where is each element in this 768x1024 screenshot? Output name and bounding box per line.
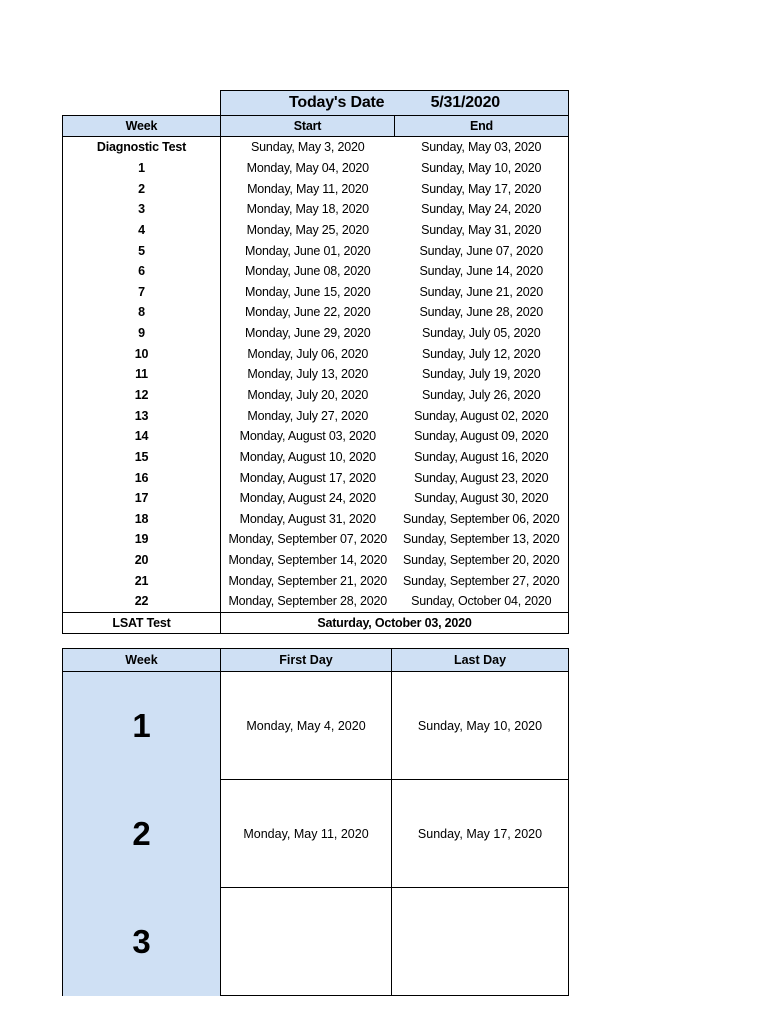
table-row bbox=[63, 550, 569, 571]
table-row bbox=[63, 240, 569, 261]
todays-date-cell[interactable] bbox=[221, 91, 569, 116]
week-cell[interactable]: 8 bbox=[63, 302, 221, 323]
start-date-cell[interactable]: Monday, August 24, 2020 bbox=[221, 488, 395, 509]
end-date-cell[interactable]: Sunday, July 26, 2020 bbox=[395, 385, 569, 406]
table-row bbox=[63, 385, 569, 406]
table-row bbox=[63, 447, 569, 468]
start-date-cell[interactable]: Monday, August 17, 2020 bbox=[221, 467, 395, 488]
start-date-cell[interactable]: Monday, June 29, 2020 bbox=[221, 323, 395, 344]
end-date-cell[interactable]: Sunday, September 20, 2020 bbox=[395, 550, 569, 571]
end-date-cell[interactable]: Sunday, September 13, 2020 bbox=[395, 529, 569, 550]
week-cell[interactable]: 13 bbox=[63, 405, 221, 426]
start-date-cell[interactable]: Monday, September 21, 2020 bbox=[221, 570, 395, 591]
end-date-cell[interactable]: Sunday, August 23, 2020 bbox=[395, 467, 569, 488]
table-row bbox=[63, 529, 569, 550]
last-day-cell[interactable]: Sunday, May 17, 2020 bbox=[392, 780, 569, 888]
week-cell[interactable]: 21 bbox=[63, 570, 221, 591]
start-date-cell[interactable]: Monday, September 28, 2020 bbox=[221, 591, 395, 612]
todays-date-row bbox=[63, 91, 569, 116]
schedule-table bbox=[62, 90, 569, 634]
end-date-cell[interactable]: Sunday, June 21, 2020 bbox=[395, 281, 569, 302]
start-date-cell[interactable]: Sunday, May 3, 2020 bbox=[221, 137, 395, 158]
start-date-cell[interactable]: Monday, August 03, 2020 bbox=[221, 426, 395, 447]
table-row bbox=[63, 488, 569, 509]
table-row bbox=[63, 426, 569, 447]
end-date-cell[interactable]: Sunday, July 05, 2020 bbox=[395, 323, 569, 344]
end-date-cell[interactable]: Sunday, June 07, 2020 bbox=[395, 240, 569, 261]
week-cell[interactable]: 2 bbox=[63, 178, 221, 199]
end-date-cell[interactable]: Sunday, May 10, 2020 bbox=[395, 158, 569, 179]
end-date-cell[interactable]: Sunday, June 28, 2020 bbox=[395, 302, 569, 323]
week-number-cell[interactable]: 3 bbox=[63, 888, 221, 996]
weekly-header-row bbox=[63, 649, 569, 672]
table-row bbox=[63, 672, 569, 780]
table-row bbox=[63, 137, 569, 158]
schedule-header-row bbox=[63, 116, 569, 137]
week-cell[interactable]: 22 bbox=[63, 591, 221, 612]
table-row bbox=[63, 405, 569, 426]
week-cell[interactable]: Diagnostic Test bbox=[63, 137, 221, 158]
week-cell[interactable]: 12 bbox=[63, 385, 221, 406]
week-cell[interactable]: 9 bbox=[63, 323, 221, 344]
schedule-body bbox=[63, 137, 569, 613]
week-cell[interactable]: 5 bbox=[63, 240, 221, 261]
week-cell[interactable]: 17 bbox=[63, 488, 221, 509]
table-row bbox=[63, 199, 569, 220]
lsat-test-label[interactable]: LSAT Test bbox=[63, 612, 221, 633]
table-row bbox=[63, 220, 569, 241]
start-date-cell[interactable]: Monday, June 15, 2020 bbox=[221, 281, 395, 302]
table-row bbox=[63, 591, 569, 612]
first-day-cell[interactable]: Monday, May 4, 2020 bbox=[221, 672, 392, 780]
lsat-test-date[interactable]: Saturday, October 03, 2020 bbox=[221, 612, 569, 633]
start-date-cell[interactable]: Monday, June 01, 2020 bbox=[221, 240, 395, 261]
end-date-cell[interactable]: Sunday, August 30, 2020 bbox=[395, 488, 569, 509]
week-cell[interactable]: 20 bbox=[63, 550, 221, 571]
table-row bbox=[63, 158, 569, 179]
table-row bbox=[63, 323, 569, 344]
last-day-cell[interactable] bbox=[392, 888, 569, 996]
table-row bbox=[63, 364, 569, 385]
end-date-cell[interactable]: Sunday, August 16, 2020 bbox=[395, 447, 569, 468]
end-date-cell[interactable]: Sunday, August 09, 2020 bbox=[395, 426, 569, 447]
end-date-cell[interactable]: Sunday, June 14, 2020 bbox=[395, 261, 569, 282]
weekly-table-viewport bbox=[62, 648, 569, 960]
column-header-first-day: First Day bbox=[221, 649, 392, 672]
table-row bbox=[63, 281, 569, 302]
start-date-cell[interactable]: Monday, May 18, 2020 bbox=[221, 199, 395, 220]
end-date-cell[interactable]: Sunday, July 19, 2020 bbox=[395, 364, 569, 385]
table-row bbox=[63, 888, 569, 996]
start-date-cell[interactable]: Monday, June 08, 2020 bbox=[221, 261, 395, 282]
table-row bbox=[63, 178, 569, 199]
start-date-cell[interactable]: Monday, July 27, 2020 bbox=[221, 405, 395, 426]
start-date-cell[interactable]: Monday, July 06, 2020 bbox=[221, 343, 395, 364]
table-row bbox=[63, 570, 569, 591]
week-cell[interactable]: 16 bbox=[63, 467, 221, 488]
first-day-cell[interactable]: Monday, May 11, 2020 bbox=[221, 780, 392, 888]
first-day-cell[interactable] bbox=[221, 888, 392, 996]
table-row bbox=[63, 780, 569, 888]
table-row bbox=[63, 261, 569, 282]
column-header-week: Week bbox=[63, 649, 221, 672]
table-row bbox=[63, 467, 569, 488]
column-header-week: Week bbox=[63, 116, 221, 137]
end-date-cell[interactable]: Sunday, May 03, 2020 bbox=[395, 137, 569, 158]
todays-date-label: Today's Date bbox=[289, 94, 385, 111]
start-date-cell[interactable]: Monday, May 11, 2020 bbox=[221, 178, 395, 199]
week-cell[interactable]: 7 bbox=[63, 281, 221, 302]
week-cell[interactable]: 15 bbox=[63, 447, 221, 468]
week-cell[interactable]: 6 bbox=[63, 261, 221, 282]
column-header-last-day: Last Day bbox=[392, 649, 569, 672]
end-date-cell[interactable]: Sunday, July 12, 2020 bbox=[395, 343, 569, 364]
last-day-cell[interactable]: Sunday, May 10, 2020 bbox=[392, 672, 569, 780]
week-cell[interactable]: 4 bbox=[63, 220, 221, 241]
start-date-cell[interactable]: Monday, September 07, 2020 bbox=[221, 529, 395, 550]
end-date-cell[interactable]: Sunday, May 17, 2020 bbox=[395, 178, 569, 199]
end-date-cell[interactable]: Sunday, May 31, 2020 bbox=[395, 220, 569, 241]
column-header-start: Start bbox=[221, 116, 395, 137]
week-number-cell[interactable]: 2 bbox=[63, 780, 221, 888]
weekly-body bbox=[63, 672, 569, 996]
lsat-test-row bbox=[63, 612, 569, 633]
start-date-cell[interactable]: Monday, May 04, 2020 bbox=[221, 158, 395, 179]
end-date-cell[interactable]: Sunday, August 02, 2020 bbox=[395, 405, 569, 426]
end-date-cell[interactable]: Sunday, September 06, 2020 bbox=[395, 509, 569, 530]
weekly-table bbox=[62, 648, 569, 996]
end-date-cell[interactable]: Sunday, October 04, 2020 bbox=[395, 591, 569, 612]
start-date-cell[interactable]: Monday, August 31, 2020 bbox=[221, 509, 395, 530]
start-date-cell[interactable]: Monday, August 10, 2020 bbox=[221, 447, 395, 468]
end-date-cell[interactable]: Sunday, September 27, 2020 bbox=[395, 570, 569, 591]
start-date-cell[interactable]: Monday, May 25, 2020 bbox=[221, 220, 395, 241]
week-cell[interactable]: 19 bbox=[63, 529, 221, 550]
table-row bbox=[63, 302, 569, 323]
week-cell[interactable]: 14 bbox=[63, 426, 221, 447]
start-date-cell[interactable]: Monday, September 14, 2020 bbox=[221, 550, 395, 571]
week-cell[interactable]: 1 bbox=[63, 158, 221, 179]
start-date-cell[interactable]: Monday, July 20, 2020 bbox=[221, 385, 395, 406]
start-date-cell[interactable]: Monday, July 13, 2020 bbox=[221, 364, 395, 385]
table-row bbox=[63, 343, 569, 364]
column-header-end: End bbox=[395, 116, 569, 137]
week-number-cell[interactable]: 1 bbox=[63, 672, 221, 780]
week-cell[interactable]: 18 bbox=[63, 509, 221, 530]
end-date-cell[interactable]: Sunday, May 24, 2020 bbox=[395, 199, 569, 220]
week-cell[interactable]: 10 bbox=[63, 343, 221, 364]
todays-date-value: 5/31/2020 bbox=[430, 94, 500, 111]
table-row bbox=[63, 509, 569, 530]
start-date-cell[interactable]: Monday, June 22, 2020 bbox=[221, 302, 395, 323]
week-cell[interactable]: 11 bbox=[63, 364, 221, 385]
week-cell[interactable]: 3 bbox=[63, 199, 221, 220]
